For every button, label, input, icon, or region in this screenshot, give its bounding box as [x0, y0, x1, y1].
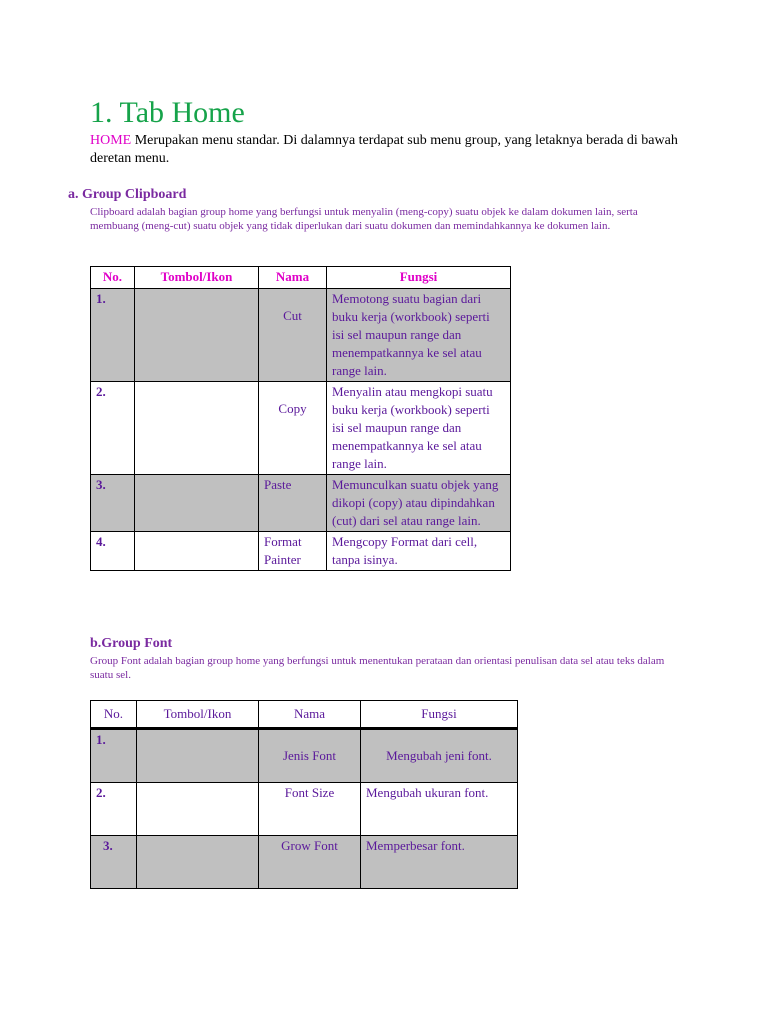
row-ikon [135, 289, 259, 382]
header-no: No. [91, 267, 135, 289]
row-no: 3. [91, 836, 137, 889]
table-row [91, 289, 511, 382]
row-nama: Jenis Font [259, 729, 361, 783]
row-ikon [137, 836, 259, 889]
row-ikon [135, 382, 259, 475]
row-fungsi: Mengubah jeni font. [361, 729, 518, 783]
row-no: 1. [91, 289, 135, 382]
row-nama: Paste [259, 475, 327, 532]
header-nama: Nama [259, 701, 361, 729]
table-header-row [91, 267, 511, 289]
home-keyword: HOME [90, 133, 132, 148]
row-fungsi: Mengubah ukuran font. [361, 783, 518, 836]
row-no: 2. [91, 783, 137, 836]
row-fungsi: Memotong suatu bagian dari buku kerja (workbook) seperti isi sel maupun range dan menempatkannya ke sel atau range lain. [327, 289, 511, 382]
header-tombol-ikon: Tombol/Ikon [135, 267, 259, 289]
header-fungsi: Fungsi [327, 267, 511, 289]
intro-text: Merupakan menu standar. Di dalamnya terdapat sub menu group, yang letaknya berada di bawah deretan menu. [90, 133, 678, 166]
header-no: No. [91, 701, 137, 729]
font-heading: b.Group Font [90, 636, 173, 651]
row-fungsi: Memunculkan suatu objek yang dikopi (copy) atau dipindahkan (cut) dari sel atau range lain. [327, 475, 511, 532]
row-ikon [135, 475, 259, 532]
row-no: 1. [91, 729, 137, 783]
header-tombol-ikon: Tombol/Ikon [137, 701, 259, 729]
font-description: Group Font adalah bagian group home yang berfungsi untuk menentukan perataan dan orientasi penulisan data sel atau teks dalam suatu sel. [90, 655, 665, 681]
row-nama: Grow Font [259, 836, 361, 889]
clipboard-heading: a. Group Clipboard [68, 187, 187, 202]
page-title: 1. Tab Home [90, 96, 245, 129]
table-row [91, 382, 511, 475]
row-ikon [137, 783, 259, 836]
row-ikon [137, 729, 259, 783]
row-ikon [135, 532, 259, 571]
clipboard-table [90, 266, 511, 571]
row-no: 2. [91, 382, 135, 475]
table-header-row [91, 701, 518, 729]
row-nama: Font Size [259, 783, 361, 836]
clipboard-description: Clipboard adalah bagian group home yang berfungsi untuk menyalin (meng-copy) suatu objek ke dalam dokumen lain, serta membuang (meng-cut) suatu objek yang tidak diperlukan dari suatu dokumen dan memindahkannya ke dokumen lain. [90, 206, 638, 232]
intro-paragraph [90, 132, 690, 168]
row-fungsi: Mengcopy Format dari cell, tanpa isinya. [327, 532, 511, 571]
row-no: 3. [91, 475, 135, 532]
row-fungsi: Memperbesar font. [361, 836, 518, 889]
table-row [91, 729, 518, 783]
font-table [90, 700, 518, 889]
row-fungsi: Menyalin atau mengkopi suatu buku kerja (workbook) seperti isi sel maupun range dan menempatkannya ke sel atau range lain. [327, 382, 511, 475]
row-nama: Copy [259, 382, 327, 475]
table-row [91, 532, 511, 571]
header-nama: Nama [259, 267, 327, 289]
table-row [91, 783, 518, 836]
row-nama: Cut [259, 289, 327, 382]
row-nama: Format Painter [259, 532, 327, 571]
row-no: 4. [91, 532, 135, 571]
table-row [91, 475, 511, 532]
table-row [91, 836, 518, 889]
header-fungsi: Fungsi [361, 701, 518, 729]
